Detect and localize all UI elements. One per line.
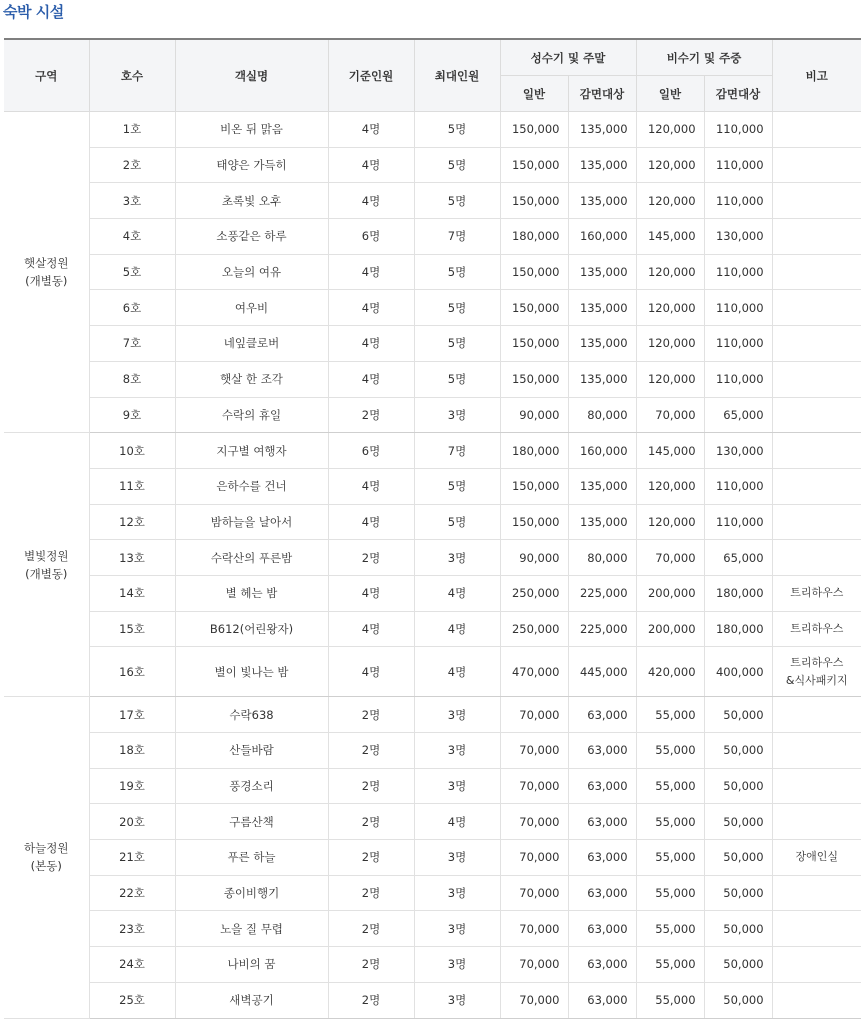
table-row [4, 504, 861, 540]
off-discount-price-cell: 50,000 [704, 840, 772, 876]
header-off-general: 일반 [636, 76, 704, 112]
peak-discount-price-cell: 135,000 [568, 183, 636, 219]
max-capacity-cell: 3명 [414, 733, 500, 769]
zone-cell: 햇살정원 (개별동) [4, 112, 89, 433]
off-discount-price-cell: 50,000 [704, 911, 772, 947]
header-room-number: 호수 [89, 39, 175, 112]
table-row [4, 112, 861, 148]
note-cell: 트리하우스 [772, 611, 861, 647]
peak-general-price-cell: 70,000 [500, 840, 568, 876]
room-name-cell: 푸른 하늘 [175, 840, 328, 876]
room-number-cell: 4호 [89, 219, 175, 255]
peak-general-price-cell: 180,000 [500, 433, 568, 469]
peak-discount-price-cell: 135,000 [568, 112, 636, 148]
room-name-cell: B612(어린왕자) [175, 611, 328, 647]
off-general-price-cell: 120,000 [636, 112, 704, 148]
room-number-cell: 14호 [89, 575, 175, 611]
base-capacity-cell: 4명 [328, 147, 414, 183]
off-general-price-cell: 55,000 [636, 840, 704, 876]
table-row [4, 733, 861, 769]
room-number-cell: 1호 [89, 112, 175, 148]
zone-cell: 별빛정원 (개별동) [4, 433, 89, 697]
max-capacity-cell: 3명 [414, 768, 500, 804]
max-capacity-cell: 3명 [414, 397, 500, 433]
base-capacity-cell: 4명 [328, 468, 414, 504]
table-row [4, 397, 861, 433]
off-discount-price-cell: 50,000 [704, 733, 772, 769]
off-discount-price-cell: 50,000 [704, 804, 772, 840]
max-capacity-cell: 4명 [414, 575, 500, 611]
table-header [4, 39, 861, 112]
room-name-cell: 별 헤는 밤 [175, 575, 328, 611]
peak-discount-price-cell: 63,000 [568, 911, 636, 947]
off-discount-price-cell: 180,000 [704, 575, 772, 611]
peak-general-price-cell: 150,000 [500, 112, 568, 148]
off-discount-price-cell: 110,000 [704, 290, 772, 326]
room-number-cell: 9호 [89, 397, 175, 433]
header-base-capacity: 기준인원 [328, 39, 414, 112]
room-number-cell: 13호 [89, 540, 175, 576]
base-capacity-cell: 2명 [328, 947, 414, 983]
off-general-price-cell: 120,000 [636, 290, 704, 326]
note-cell [772, 326, 861, 362]
table-row [4, 911, 861, 947]
base-capacity-cell: 4명 [328, 504, 414, 540]
peak-discount-price-cell: 63,000 [568, 733, 636, 769]
off-discount-price-cell: 65,000 [704, 397, 772, 433]
room-number-cell: 20호 [89, 804, 175, 840]
base-capacity-cell: 2명 [328, 397, 414, 433]
max-capacity-cell: 3명 [414, 947, 500, 983]
note-cell [772, 112, 861, 148]
peak-discount-price-cell: 135,000 [568, 326, 636, 362]
off-general-price-cell: 200,000 [636, 611, 704, 647]
room-name-cell: 노을 질 무렵 [175, 911, 328, 947]
max-capacity-cell: 4명 [414, 647, 500, 697]
off-general-price-cell: 55,000 [636, 911, 704, 947]
peak-discount-price-cell: 63,000 [568, 875, 636, 911]
room-number-cell: 23호 [89, 911, 175, 947]
room-number-cell: 15호 [89, 611, 175, 647]
note-cell [772, 540, 861, 576]
table-row [4, 575, 861, 611]
base-capacity-cell: 2명 [328, 697, 414, 733]
off-discount-price-cell: 110,000 [704, 183, 772, 219]
room-number-cell: 19호 [89, 768, 175, 804]
note-cell [772, 361, 861, 397]
header-peak-general: 일반 [500, 76, 568, 112]
room-number-cell: 21호 [89, 840, 175, 876]
peak-discount-price-cell: 63,000 [568, 982, 636, 1018]
max-capacity-cell: 5명 [414, 468, 500, 504]
table-row [4, 804, 861, 840]
table-row [4, 361, 861, 397]
peak-general-price-cell: 70,000 [500, 768, 568, 804]
note-cell [772, 768, 861, 804]
room-name-cell: 새벽공기 [175, 982, 328, 1018]
peak-discount-price-cell: 445,000 [568, 647, 636, 697]
room-name-cell: 수락의 휴일 [175, 397, 328, 433]
table-row [4, 468, 861, 504]
base-capacity-cell: 6명 [328, 433, 414, 469]
max-capacity-cell: 5명 [414, 290, 500, 326]
off-general-price-cell: 70,000 [636, 397, 704, 433]
room-number-cell: 11호 [89, 468, 175, 504]
off-general-price-cell: 55,000 [636, 768, 704, 804]
base-capacity-cell: 2명 [328, 540, 414, 576]
base-capacity-cell: 2명 [328, 875, 414, 911]
header-off-season: 비수기 및 주중 [636, 39, 772, 76]
note-cell [772, 147, 861, 183]
peak-general-price-cell: 150,000 [500, 326, 568, 362]
off-discount-price-cell: 130,000 [704, 433, 772, 469]
peak-general-price-cell: 470,000 [500, 647, 568, 697]
table-row [4, 254, 861, 290]
off-general-price-cell: 55,000 [636, 875, 704, 911]
peak-discount-price-cell: 160,000 [568, 219, 636, 255]
peak-discount-price-cell: 225,000 [568, 611, 636, 647]
note-cell [772, 433, 861, 469]
note-cell: 트리하우스 &식사패키지 [772, 647, 861, 697]
room-name-cell: 비온 뒤 맑음 [175, 112, 328, 148]
max-capacity-cell: 3명 [414, 540, 500, 576]
header-peak-season: 성수기 및 주말 [500, 39, 636, 76]
table-row [4, 982, 861, 1018]
room-name-cell: 소풍같은 하루 [175, 219, 328, 255]
max-capacity-cell: 5명 [414, 504, 500, 540]
off-discount-price-cell: 110,000 [704, 326, 772, 362]
room-name-cell: 네잎클로버 [175, 326, 328, 362]
room-name-cell: 햇살 한 조각 [175, 361, 328, 397]
base-capacity-cell: 4명 [328, 183, 414, 219]
peak-general-price-cell: 90,000 [500, 397, 568, 433]
off-discount-price-cell: 50,000 [704, 875, 772, 911]
header-note: 비고 [772, 39, 861, 112]
max-capacity-cell: 3명 [414, 697, 500, 733]
off-discount-price-cell: 130,000 [704, 219, 772, 255]
accommodation-table [4, 38, 861, 1019]
off-discount-price-cell: 110,000 [704, 468, 772, 504]
peak-general-price-cell: 150,000 [500, 361, 568, 397]
note-cell: 장애인실 [772, 840, 861, 876]
peak-discount-price-cell: 135,000 [568, 254, 636, 290]
room-name-cell: 구름산책 [175, 804, 328, 840]
base-capacity-cell: 2명 [328, 804, 414, 840]
peak-general-price-cell: 180,000 [500, 219, 568, 255]
off-discount-price-cell: 110,000 [704, 254, 772, 290]
off-general-price-cell: 55,000 [636, 697, 704, 733]
room-number-cell: 12호 [89, 504, 175, 540]
base-capacity-cell: 4명 [328, 254, 414, 290]
peak-discount-price-cell: 160,000 [568, 433, 636, 469]
table-row [4, 947, 861, 983]
off-general-price-cell: 200,000 [636, 575, 704, 611]
room-number-cell: 3호 [89, 183, 175, 219]
peak-discount-price-cell: 80,000 [568, 540, 636, 576]
base-capacity-cell: 4명 [328, 326, 414, 362]
peak-discount-price-cell: 63,000 [568, 697, 636, 733]
note-cell: 트리하우스 [772, 575, 861, 611]
zone-cell: 하늘정원 (본동) [4, 697, 89, 1018]
room-number-cell: 6호 [89, 290, 175, 326]
off-discount-price-cell: 50,000 [704, 697, 772, 733]
base-capacity-cell: 4명 [328, 290, 414, 326]
peak-general-price-cell: 70,000 [500, 697, 568, 733]
base-capacity-cell: 6명 [328, 219, 414, 255]
peak-discount-price-cell: 63,000 [568, 804, 636, 840]
off-general-price-cell: 70,000 [636, 540, 704, 576]
peak-general-price-cell: 70,000 [500, 804, 568, 840]
base-capacity-cell: 2명 [328, 982, 414, 1018]
max-capacity-cell: 3명 [414, 840, 500, 876]
room-name-cell: 나비의 꿈 [175, 947, 328, 983]
peak-general-price-cell: 250,000 [500, 575, 568, 611]
off-general-price-cell: 120,000 [636, 254, 704, 290]
room-number-cell: 24호 [89, 947, 175, 983]
off-general-price-cell: 120,000 [636, 504, 704, 540]
peak-discount-price-cell: 80,000 [568, 397, 636, 433]
table-row [4, 219, 861, 255]
room-number-cell: 5호 [89, 254, 175, 290]
peak-discount-price-cell: 135,000 [568, 468, 636, 504]
room-name-cell: 별이 빛나는 밤 [175, 647, 328, 697]
base-capacity-cell: 2명 [328, 733, 414, 769]
max-capacity-cell: 3명 [414, 875, 500, 911]
max-capacity-cell: 4명 [414, 804, 500, 840]
header-max-capacity: 최대인원 [414, 39, 500, 112]
room-number-cell: 25호 [89, 982, 175, 1018]
table-row [4, 697, 861, 733]
room-number-cell: 16호 [89, 647, 175, 697]
peak-general-price-cell: 150,000 [500, 468, 568, 504]
peak-general-price-cell: 70,000 [500, 733, 568, 769]
note-cell [772, 804, 861, 840]
note-cell [772, 982, 861, 1018]
header-peak-discount: 감면대상 [568, 76, 636, 112]
room-name-cell: 밤하늘을 날아서 [175, 504, 328, 540]
max-capacity-cell: 5명 [414, 112, 500, 148]
room-name-cell: 여우비 [175, 290, 328, 326]
peak-general-price-cell: 150,000 [500, 254, 568, 290]
off-discount-price-cell: 50,000 [704, 982, 772, 1018]
note-cell [772, 468, 861, 504]
off-general-price-cell: 120,000 [636, 468, 704, 504]
base-capacity-cell: 2명 [328, 840, 414, 876]
off-discount-price-cell: 180,000 [704, 611, 772, 647]
peak-general-price-cell: 250,000 [500, 611, 568, 647]
note-cell [772, 504, 861, 540]
note-cell [772, 219, 861, 255]
room-name-cell: 수락638 [175, 697, 328, 733]
off-general-price-cell: 55,000 [636, 982, 704, 1018]
peak-general-price-cell: 70,000 [500, 982, 568, 1018]
peak-general-price-cell: 70,000 [500, 947, 568, 983]
base-capacity-cell: 4명 [328, 647, 414, 697]
header-zone: 구역 [4, 39, 89, 112]
off-general-price-cell: 120,000 [636, 361, 704, 397]
table-row [4, 611, 861, 647]
table-row [4, 875, 861, 911]
room-name-cell: 오늘의 여유 [175, 254, 328, 290]
off-general-price-cell: 120,000 [636, 326, 704, 362]
off-general-price-cell: 55,000 [636, 947, 704, 983]
peak-general-price-cell: 150,000 [500, 147, 568, 183]
peak-discount-price-cell: 225,000 [568, 575, 636, 611]
room-name-cell: 초록빛 오후 [175, 183, 328, 219]
table-row [4, 147, 861, 183]
header-off-discount: 감면대상 [704, 76, 772, 112]
note-cell [772, 947, 861, 983]
base-capacity-cell: 4명 [328, 611, 414, 647]
off-discount-price-cell: 110,000 [704, 112, 772, 148]
accommodation-table-container [4, 38, 861, 1019]
table-row [4, 647, 861, 697]
off-general-price-cell: 145,000 [636, 433, 704, 469]
off-discount-price-cell: 65,000 [704, 540, 772, 576]
peak-general-price-cell: 70,000 [500, 911, 568, 947]
max-capacity-cell: 5명 [414, 254, 500, 290]
note-cell [772, 183, 861, 219]
peak-discount-price-cell: 135,000 [568, 147, 636, 183]
peak-general-price-cell: 150,000 [500, 504, 568, 540]
max-capacity-cell: 4명 [414, 611, 500, 647]
max-capacity-cell: 5명 [414, 361, 500, 397]
table-row [4, 768, 861, 804]
base-capacity-cell: 4명 [328, 361, 414, 397]
note-cell [772, 397, 861, 433]
peak-general-price-cell: 70,000 [500, 875, 568, 911]
off-discount-price-cell: 110,000 [704, 147, 772, 183]
off-general-price-cell: 55,000 [636, 804, 704, 840]
off-discount-price-cell: 50,000 [704, 947, 772, 983]
room-name-cell: 풍경소리 [175, 768, 328, 804]
peak-discount-price-cell: 63,000 [568, 840, 636, 876]
max-capacity-cell: 5명 [414, 147, 500, 183]
room-name-cell: 산들바람 [175, 733, 328, 769]
note-cell [772, 911, 861, 947]
room-number-cell: 7호 [89, 326, 175, 362]
base-capacity-cell: 4명 [328, 575, 414, 611]
peak-discount-price-cell: 63,000 [568, 947, 636, 983]
table-row [4, 433, 861, 469]
off-general-price-cell: 145,000 [636, 219, 704, 255]
off-discount-price-cell: 400,000 [704, 647, 772, 697]
off-discount-price-cell: 50,000 [704, 768, 772, 804]
room-number-cell: 18호 [89, 733, 175, 769]
peak-discount-price-cell: 135,000 [568, 504, 636, 540]
note-cell [772, 290, 861, 326]
room-name-cell: 은하수를 건너 [175, 468, 328, 504]
table-row [4, 326, 861, 362]
room-number-cell: 2호 [89, 147, 175, 183]
off-general-price-cell: 120,000 [636, 183, 704, 219]
room-name-cell: 지구별 여행자 [175, 433, 328, 469]
peak-discount-price-cell: 135,000 [568, 361, 636, 397]
max-capacity-cell: 5명 [414, 326, 500, 362]
page-title: 숙박 시설 [3, 3, 64, 21]
off-general-price-cell: 420,000 [636, 647, 704, 697]
peak-general-price-cell: 90,000 [500, 540, 568, 576]
table-row [4, 290, 861, 326]
base-capacity-cell: 2명 [328, 768, 414, 804]
max-capacity-cell: 5명 [414, 183, 500, 219]
note-cell [772, 697, 861, 733]
peak-discount-price-cell: 135,000 [568, 290, 636, 326]
room-number-cell: 8호 [89, 361, 175, 397]
table-body [4, 112, 861, 1019]
peak-general-price-cell: 150,000 [500, 290, 568, 326]
table-row [4, 540, 861, 576]
room-number-cell: 10호 [89, 433, 175, 469]
base-capacity-cell: 4명 [328, 112, 414, 148]
off-general-price-cell: 120,000 [636, 147, 704, 183]
max-capacity-cell: 3명 [414, 982, 500, 1018]
room-name-cell: 종이비행기 [175, 875, 328, 911]
max-capacity-cell: 7명 [414, 219, 500, 255]
room-name-cell: 태양은 가득히 [175, 147, 328, 183]
max-capacity-cell: 3명 [414, 911, 500, 947]
off-discount-price-cell: 110,000 [704, 361, 772, 397]
note-cell [772, 875, 861, 911]
table-row [4, 183, 861, 219]
off-general-price-cell: 55,000 [636, 733, 704, 769]
room-number-cell: 22호 [89, 875, 175, 911]
room-number-cell: 17호 [89, 697, 175, 733]
peak-general-price-cell: 150,000 [500, 183, 568, 219]
note-cell [772, 254, 861, 290]
room-name-cell: 수락산의 푸른밤 [175, 540, 328, 576]
table-row [4, 840, 861, 876]
max-capacity-cell: 7명 [414, 433, 500, 469]
header-room-name: 객실명 [175, 39, 328, 112]
base-capacity-cell: 2명 [328, 911, 414, 947]
peak-discount-price-cell: 63,000 [568, 768, 636, 804]
off-discount-price-cell: 110,000 [704, 504, 772, 540]
note-cell [772, 733, 861, 769]
